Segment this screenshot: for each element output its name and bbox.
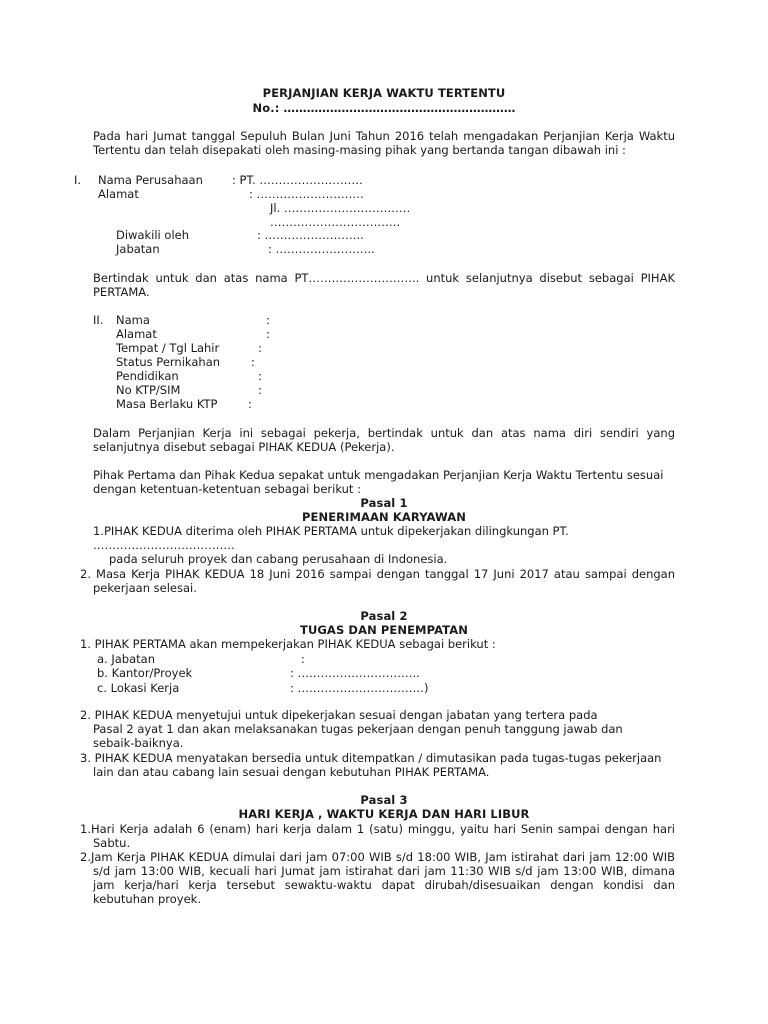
pasal2-item3-line-1: 3. PIHAK KEDUA menyatakan bersedia untuk ditempatkan / dimutasikan pada tugas-tugas pekerjaan <box>80 751 662 765</box>
intro-line-1: Pada hari Jumat tanggal Sepuluh Bulan Juni Tahun 2016 telah mengadakan Perjanjian Kerja Waktu <box>93 129 675 143</box>
document-title: PERJANJIAN KERJA WAKTU TERTENTU <box>262 86 506 100</box>
address-label: Alamat <box>98 187 139 201</box>
pasal1-item1-line-3: pada seluruh proyek dan cabang perusahaan di Indonesia. <box>109 552 448 566</box>
pasal2-title: Pasal 2 <box>360 609 408 623</box>
pasal2-item2-line-2: Pasal 2 ayat 1 dan akan melaksanakan tugas pekerjaan dengan penuh tanggung jawab dan <box>93 722 623 736</box>
agreement-line-1: Pihak Pertama dan Pihak Kedua sepakat untuk mengadakan Perjanjian Kerja Waktu Tertentu sesuai <box>93 468 664 482</box>
pasal2-subtitle: TUGAS DAN PENEMPATAN <box>300 623 468 637</box>
address-street: Jl. …………………………… <box>270 201 411 215</box>
party2-field-colon: : <box>258 383 262 397</box>
pasal2-b-value: : ………………………….. <box>290 666 420 680</box>
pasal2-a-value: : <box>301 652 305 666</box>
party1-number: I. <box>74 173 82 187</box>
party2-field-label: Pendidikan <box>116 369 179 383</box>
position-label: Jabatan <box>116 242 160 256</box>
pasal1-item1-line-2: ………………………………. <box>93 538 235 552</box>
party2-field-colon: : <box>266 313 270 327</box>
representative-label: Diwakili oleh <box>116 228 189 242</box>
pasal1-item2-line-2: pekerjaan selesai. <box>93 581 197 595</box>
party2-acting-line-2: selanjutnya disebut sebagai PIHAK KEDUA (Pekerja). <box>93 440 395 454</box>
pasal1-item2-line-1: 2. Masa Kerja PIHAK KEDUA 18 Juni 2016 sampai dengan tanggal 17 Juni 2017 atau sampai dengan <box>80 567 675 581</box>
pasal3-subtitle: HARI KERJA , WAKTU KERJA DAN HARI LIBUR <box>238 807 530 821</box>
party2-field-label: Nama <box>116 313 150 327</box>
pasal3-item2-line-3: jam kerja/hari kerja tersebut sewaktu-waktu dapat dirubah/disesuaikan dengan kondisi dan <box>93 878 675 892</box>
party2-field-colon: : <box>258 369 262 383</box>
document-number: No.: …………………………………………………… <box>252 101 516 115</box>
party2-field-label: No KTP/SIM <box>116 383 181 397</box>
pasal3-item1-line-2: Sabtu. <box>93 836 131 850</box>
pasal3-item1-line-1: 1.Hari Kerja adalah 6 (enam) hari kerja dalam 1 (satu) minggu, yaitu hari Senin sampai dengan hari <box>80 822 675 836</box>
party2-field-label: Masa Berlaku KTP <box>116 397 218 411</box>
pasal2-c-value: : ……………………………) <box>290 681 429 695</box>
party2-field-colon: : <box>248 397 252 411</box>
pasal2-c-label: c. Lokasi Kerja <box>97 681 180 695</box>
pasal3-title: Pasal 3 <box>360 793 408 807</box>
pasal2-item3-line-2: lain dan atau cabang lain sesuai dengan kebutuhan PIHAK PERTAMA. <box>93 765 490 779</box>
pasal1-subtitle: PENERIMAAN KARYAWAN <box>301 510 466 524</box>
pasal2-item2-line-1: 2. PIHAK KEDUA menyetujui untuk dipekerjakan sesuai dengan jabatan yang tertera pada <box>80 708 598 722</box>
pasal3-item2-line-1: 2.Jam Kerja PIHAK KEDUA dimulai dari jam 07:00 WIB s/d 18:00 WIB, Jam istirahat dari jam 12:00 WIB <box>80 850 675 864</box>
agreement-line-2: dengan ketentuan-ketentuan sebagai berikut : <box>93 482 361 496</box>
party2-field-colon: : <box>266 327 270 341</box>
party2-field-label: Alamat <box>116 327 157 341</box>
pasal2-item2-line-3: sebaik-baiknya. <box>93 736 184 750</box>
intro-line-2: Tertentu dan telah disepakati oleh masing-masing pihak yang bertanda tangan dibawah ini : <box>93 143 626 157</box>
party2-number: II. <box>93 313 104 327</box>
pasal2-a-label: a. Jabatan <box>97 652 155 666</box>
party2-acting-line-1: Dalam Perjanjian Kerja ini sebagai pekerja, bertindak untuk dan atas nama diri sendiri yang <box>93 426 675 440</box>
pasal1-item1-line-1: 1.PIHAK KEDUA diterima oleh PIHAK PERTAMA untuk dipekerjakan dilingkungan PT. <box>93 524 569 538</box>
pasal2-item1: 1. PIHAK PERTAMA akan mempekerjakan PIHAK KEDUA sebagai berikut : <box>80 637 496 651</box>
address-value: : ………………………. <box>249 187 364 201</box>
party2-field-colon: : <box>251 355 255 369</box>
pasal2-b-label: b. Kantor/Proyek <box>97 666 193 680</box>
party2-field-colon: : <box>258 341 262 355</box>
party1-acting-line-1: Bertindak untuk dan atas nama PT……………………….. untuk selanjutnya disebut sebagai PIHAK <box>93 271 675 285</box>
representative-value: : …………………….. <box>257 228 364 242</box>
pasal3-item2-line-4: kebutuhan proyek. <box>93 892 201 906</box>
pasal3-item2-line-2: s/d jam 13:00 WIB, kecuali hari Jumat jam istirahat dari jam 11:30 WIB s/d jam 13:00 WIB, dimana <box>93 864 675 878</box>
party2-field-label: Tempat / Tgl Lahir <box>116 341 220 355</box>
company-name-label: Nama Perusahaan <box>98 173 203 187</box>
position-value: : …………………….. <box>268 242 375 256</box>
party2-field-label: Status Pernikahan <box>116 355 221 369</box>
pasal1-title: Pasal 1 <box>360 496 408 510</box>
company-name-value: : PT. ……………………… <box>232 173 363 187</box>
address-continuation: ……………………………. <box>270 215 401 229</box>
party1-acting-line-2: PERTAMA. <box>93 285 150 299</box>
